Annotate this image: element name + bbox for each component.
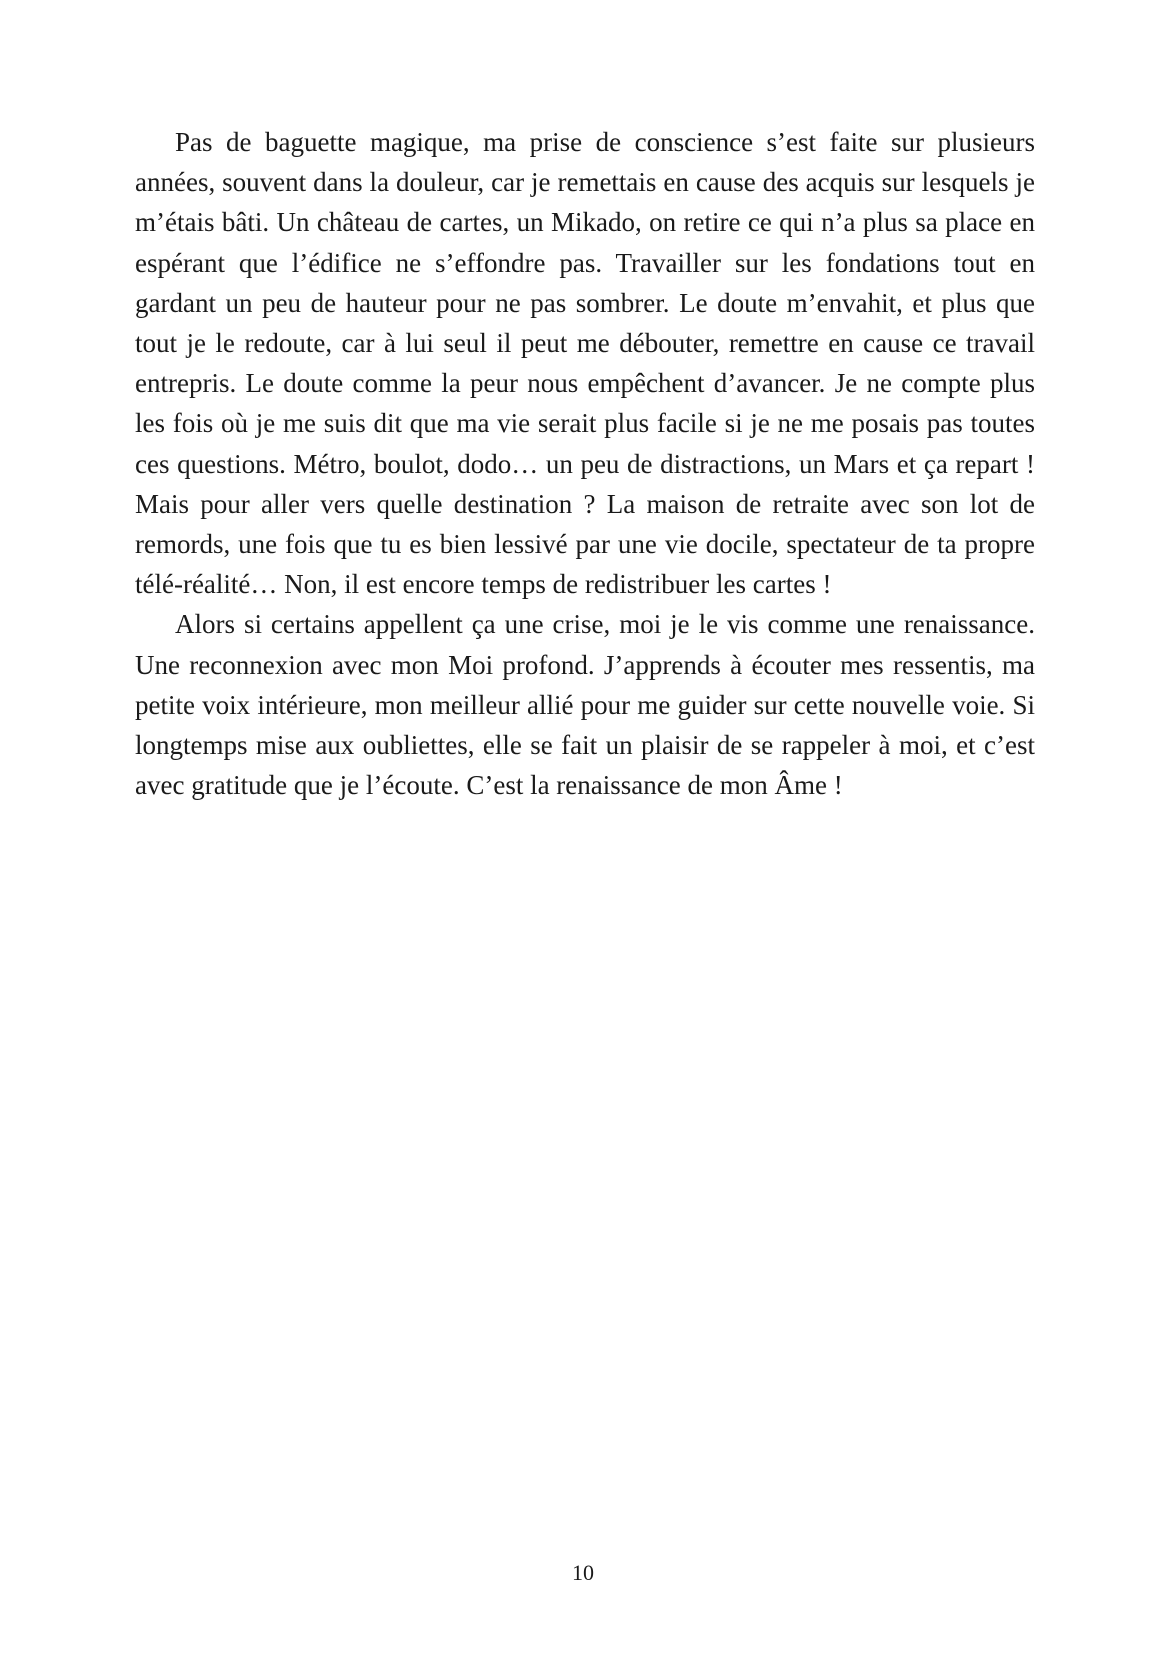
page-number: 10	[572, 1560, 594, 1585]
paragraph-1: Pas de baguette magique, ma prise de conscience s’est faite sur plusieurs années, souvent dans la douleur, car je remettais en cause des acquis sur lesquels je m’étais bâti. Un château de cartes, un Mikado, on retire ce qui n’a plus sa place en espérant que l’édifice ne s’effondre pas. Travailler sur les fondations tout en gardant un peu de hauteur pour ne pas sombrer. Le doute m’envahit, et plus que tout je le redoute, car à lui seul il peut me débouter, remettre en cause ce travail entrepris. Le doute comme la peur nous empêchent d’avancer. Je ne compte plus les fois où je me suis dit que ma vie serait plus facile si je ne me posais pas toutes ces questions. Métro, boulot, dodo… un peu de distractions, un Mars et ça repart ! Mais pour aller vers quelle destination ? La maison de retraite avec son lot de remords, une fois que tu es bien lessivé par une vie docile, spectateur de ta propre télé-réalité… Non, il est encore temps de redistribuer les cartes !	[135, 127, 1035, 600]
paragraph-2: Alors si certains appellent ça une crise, moi je le vis comme une renaissance. Une reconnexion avec mon Moi profond. J’apprends à écouter mes ressentis, ma petite voix intérieure, mon meilleur allié pour me guider sur cette nouvelle voie. Si longtemps mise aux oubliettes, elle se fait un plaisir de se rappeler à moi, et c’est avec gratitude que je l’écoute. C’est la renaissance de mon Âme !	[135, 609, 1035, 801]
body-text	[135, 122, 1035, 805]
